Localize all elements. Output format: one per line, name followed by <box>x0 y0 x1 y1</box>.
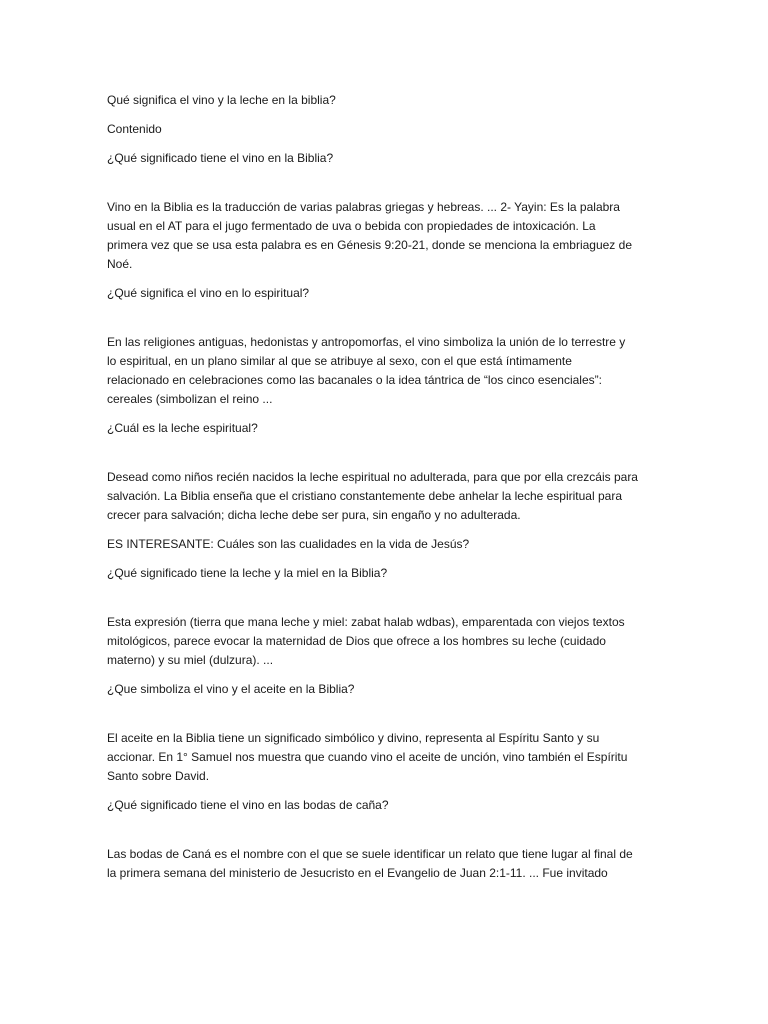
answer-line: mitológicos, parece evocar la maternidad de Dios que ofrece a los hombres su leche (cuidado <box>107 634 606 648</box>
answer-line: Santo sobre David. <box>107 769 210 783</box>
answer-line: primera vez que se usa esta palabra es en Génesis 9:20-21, donde se menciona la embriaguez de <box>107 238 632 252</box>
section-answer <box>107 468 667 525</box>
answer-line: accionar. En 1° Samuel nos muestra que cuando vino el aceite de unción, vino también el Espíritu <box>107 750 628 764</box>
section-question: ¿Que simboliza el vino y el aceite en la Biblia? <box>107 682 355 696</box>
answer-line: cereales (simbolizan el reino ... <box>107 392 273 406</box>
section-answer <box>107 333 667 409</box>
answer-line: Vino en la Biblia es la traducción de varias palabras griegas y hebreas. ... 2- Yayin: Es la palabra <box>107 200 620 214</box>
section-question: ¿Qué significado tiene la leche y la miel en la Biblia? <box>107 566 388 580</box>
answer-line: relacionado en celebraciones como las bacanales o la idea tántrica de “los cinco esenciales”: <box>107 373 602 387</box>
document-title: Qué significa el vino y la leche en la biblia? <box>107 93 336 107</box>
answer-line: usual en el AT para el jugo fermentado de uva o bebida con propiedades de intoxicación. La <box>107 219 596 233</box>
answer-line: lo espiritual, en un plano similar al que se atribuye al sexo, con el que está íntimamente <box>107 354 572 368</box>
document-page <box>107 91 667 883</box>
section-question: ¿Qué significado tiene el vino en las bodas de caña? <box>107 798 389 812</box>
answer-line: crecer para salvación; dicha leche debe ser pura, sin engaño y no adulterada. <box>107 508 521 522</box>
answer-line: salvación. La Biblia enseña que el cristiano constantemente debe anhelar la leche espiritual para <box>107 489 622 503</box>
section-question: ¿Qué significado tiene el vino en la Biblia? <box>107 151 334 165</box>
section-question: ¿Cuál es la leche espiritual? <box>107 421 258 435</box>
section-question: ¿Qué significa el vino en lo espiritual? <box>107 286 310 300</box>
answer-line: En las religiones antiguas, hedonistas y antropomorfas, el vino simboliza la unión de lo terrestre y <box>107 335 626 349</box>
section-answer <box>107 613 667 670</box>
answer-line: Las bodas de Caná es el nombre con el que se suele identificar un relato que tiene lugar al final de <box>107 847 633 861</box>
answer-line: Noé. <box>107 257 133 271</box>
answer-line: El aceite en la Biblia tiene un significado simbólico y divino, representa al Espíritu Santo y su <box>107 731 600 745</box>
answer-line: la primera semana del ministerio de Jesucristo en el Evangelio de Juan 2:1-11. ... Fue invitado <box>107 866 608 880</box>
section-answer <box>107 198 667 274</box>
contents-label: Contenido <box>107 122 162 136</box>
section-answer <box>107 729 667 786</box>
answer-line: materno) y su miel (dulzura). ... <box>107 653 274 667</box>
interesting-note: ES INTERESANTE: Cuáles son las cualidades en la vida de Jesús? <box>107 537 470 551</box>
answer-line: Desead como niños recién nacidos la leche espiritual no adulterada, para que por ella crezcáis para <box>107 470 638 484</box>
section-answer <box>107 845 667 883</box>
answer-line: Esta expresión (tierra que mana leche y miel: zabat halab wdbas), emparentada con viejos textos <box>107 615 625 629</box>
